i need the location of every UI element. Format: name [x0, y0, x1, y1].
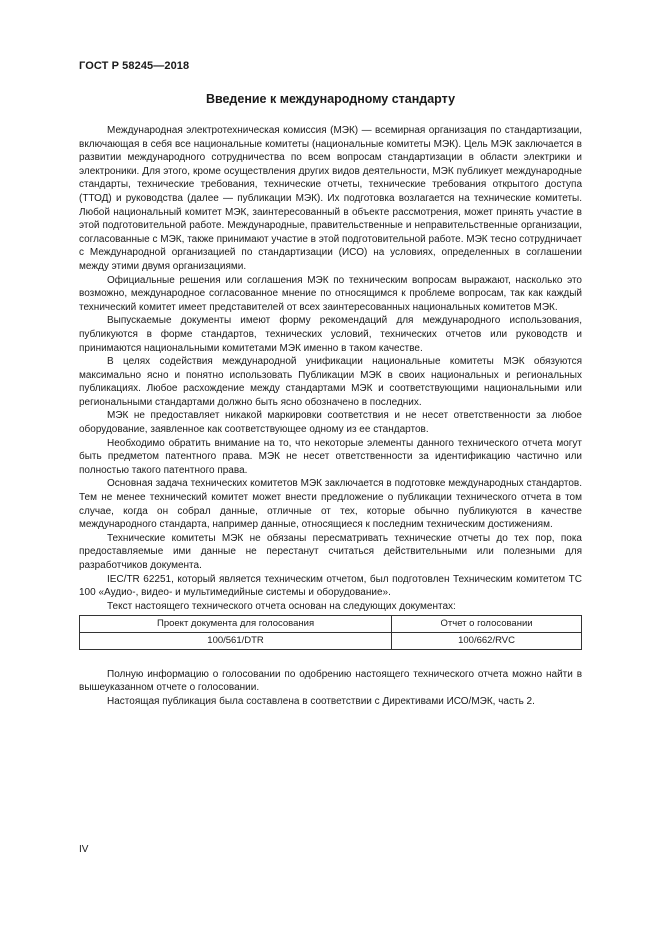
document-header: ГОСТ Р 58245—2018	[79, 60, 190, 72]
table-row	[80, 632, 582, 649]
voting-documents-table	[79, 615, 582, 649]
paragraph: Официальные решения или соглашения МЭК по техническим вопросам выражают, насколько это возможно, международное согласованное мнение по относящимся к проблеме вопросам, так как каждый технический комитет имеет представителей от всех заинтересованных национальных комитетов МЭК.	[79, 274, 582, 313]
paragraph: Выпускаемые документы имеют форму рекомендаций для международного использования, публикуются в форме стандартов, технических условий, технических отчетов или руководств и принимаются национальными комитетами МЭК именно в таком качестве.	[79, 315, 582, 354]
paragraph: Основная задача технических комитетов МЭК заключается в подготовке международных стандартов. Тем не менее технический комитет может внести предложение о публикации технического отчета в том случае, когда он собрал данные, отличные от тех, которые обычно публикуются в качестве международного стандарта, например данные, относящиеся к последним техническим достижениям.	[79, 478, 582, 531]
paragraph: Необходимо обратить внимание на то, что некоторые элементы данного технического отчета могут быть предметом патентного права. МЭК не несет ответственности за идентификацию частично или полностью такого патентного права.	[79, 437, 582, 476]
paragraph: Полную информацию о голосовании по одобрению настоящего технического отчета можно найти в вышеуказанном отчете о голосовании.	[79, 668, 582, 694]
paragraph: Текст настоящего технического отчета основан на следующих документах:	[107, 600, 456, 612]
table-header-draft: Проект документа для голосования	[80, 616, 392, 633]
paragraph: МЭК не предоставляет никакой маркировки соответствия и не несет ответственности за любое оборудование, заявленное как соответствующее одному из ее стандартов.	[79, 410, 582, 436]
paragraph: Технические комитеты МЭК не обязаны пересматривать технические отчеты до тех пор, пока предоставляемые ими данные не перестанут считаться действительными или полезными для разработчиков документа.	[79, 532, 582, 571]
document-body	[79, 124, 582, 708]
paragraph: Международная электротехническая комиссия (МЭК) — всемирная организация по стандартизации, включающая в себя все национальные комитеты (национальные комитеты МЭК). Цель МЭК заключается в развитии международного сотрудничества по всем вопросам стандартизации в области электрики и электроники. Для этого, кроме осуществления других видов деятельности, МЭК публикует международные стандарты, технические требования, технические отчеты, технические требования открытого доступа (ТТОД) и руководства (далее — публикации МЭК). Их подготовка возлагается на технические комитеты. Любой национальный комитет МЭК, заинтересованный в объекте рассмотрения, может принять участие в этой подготовительной работе. Международные, правительственные и неправительственные организации, согласованные с МЭК, также принимают участие в этой подготовительной работе. МЭК тесно сотрудничает с Международной организацией по стандартизации (ИСО) на условиях, определенных в соглашении между этими двумя организациями.	[79, 125, 582, 272]
section-title: Введение к международному стандарту	[205, 92, 456, 106]
paragraph: Настоящая публикация была составлена в соответствии с Директивами ИСО/МЭК, часть 2.	[107, 695, 535, 707]
paragraph: В целях содействия международной унификации национальные комитеты МЭК обязуются максимально ясно и понятно использовать Публикации МЭК в своих национальных и региональных публикациях. Любое расхождение между стандартами МЭК и соответствующими национальными или региональными стандартами должно быть ясно обозначено в последних.	[79, 356, 582, 408]
page-number: IV	[79, 844, 89, 855]
paragraph: IEC/TR 62251, который является техническим отчетом, был подготовлен Техническим комитетом TC 100 «Аудио-, видео- и мультимедийные системы и оборудование».	[79, 573, 582, 599]
table-header-report: Отчет о голосовании	[392, 616, 582, 633]
table-header-row	[80, 616, 582, 633]
table-cell-report: 100/662/RVC	[392, 632, 582, 649]
table-cell-draft: 100/561/DTR	[80, 632, 392, 649]
